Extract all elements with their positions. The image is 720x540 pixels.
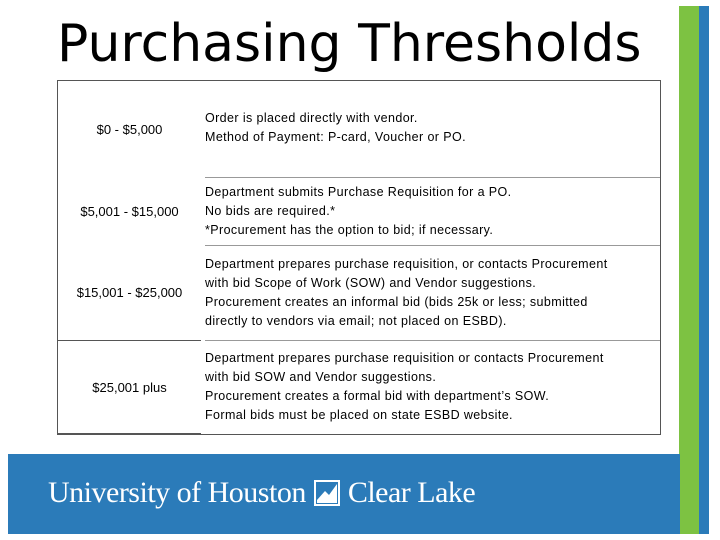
- footer-band: [8, 454, 680, 534]
- threshold-description: [205, 177, 656, 245]
- accent-green-bar: [679, 6, 699, 534]
- description-line: Formal bids must be placed on state ESBD website.: [205, 408, 513, 422]
- slide-title: Purchasing Thresholds: [57, 14, 642, 74]
- threshold-description: [205, 340, 656, 434]
- table-row: [58, 177, 660, 245]
- logo-text-right: Clear Lake: [347, 476, 476, 509]
- threshold-description: [205, 81, 656, 177]
- threshold-range: $15,001 - $25,000: [76, 285, 183, 300]
- description-line: Department prepares purchase requisition, or contacts Procurement: [205, 256, 608, 271]
- table-row: [58, 340, 660, 434]
- threshold-description: [205, 245, 656, 340]
- logo-flag-icon: [314, 480, 340, 506]
- description-line: directly to vendors via email; not placed on ESBD).: [205, 313, 507, 328]
- table-row: [58, 81, 660, 177]
- description-line: with bid SOW and Vendor suggestions.: [205, 370, 437, 384]
- description-line: Method of Payment: P-card, Voucher or PO.: [205, 130, 466, 144]
- threshold-range: $25,001 plus: [92, 379, 167, 395]
- description-line: Procurement creates an informal bid (bids 25k or less; submitted: [205, 294, 588, 309]
- description-line: Procurement creates a formal bid with department’s SOW.: [205, 389, 550, 403]
- description-line: with bid Scope of Work (SOW) and Vendor suggestions.: [205, 275, 537, 290]
- description-line: *Procurement has the option to bid; if necessary.: [205, 222, 494, 237]
- description-line: Order is placed directly with vendor.: [205, 111, 418, 125]
- threshold-range: $0 - $5,000: [96, 121, 163, 137]
- university-logo: [48, 476, 475, 510]
- description-line: No bids are required.*: [205, 203, 336, 218]
- accent-blue-bar: [699, 6, 709, 534]
- description-line: Department prepares purchase requisition or contacts Procurement: [205, 351, 604, 365]
- logo-text-left: University of Houston: [48, 476, 306, 509]
- table-row: [58, 245, 660, 340]
- description-line: Department submits Purchase Requisition for a PO.: [205, 184, 512, 199]
- thresholds-table: [57, 80, 661, 435]
- threshold-range: $5,001 - $15,000: [80, 203, 179, 219]
